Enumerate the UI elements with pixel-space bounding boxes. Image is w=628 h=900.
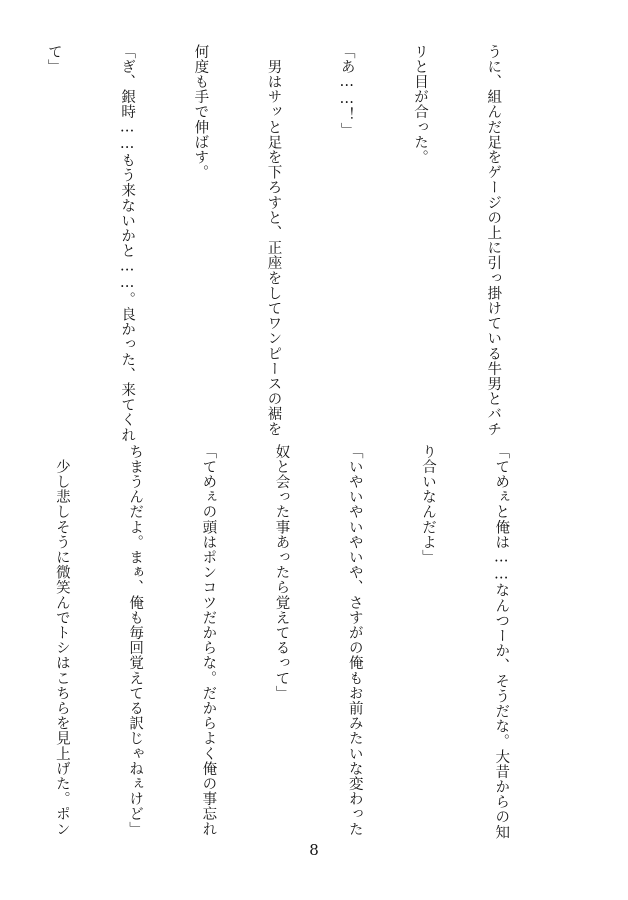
text-line: 少し悲しそうに微笑んでトシはこちらを見上げた。ポン xyxy=(53,444,70,837)
text-line: り合いなんだよ」 xyxy=(419,444,436,565)
text-line: リと目が合った。 xyxy=(411,44,428,165)
text-line: 「ぎ、銀時……もう来ないかと……。良かった、来てくれ xyxy=(119,44,136,443)
text-line: 「てめぇと俺は……なんつーか、そうだな。大昔からの知 xyxy=(493,444,510,840)
lower-text-block xyxy=(0,444,562,840)
text-line: 奴と会った事あったら覚えてるって」 xyxy=(273,444,290,701)
text-line: ちまうんだよ。まぁ、俺も毎回覚えてる訳じゃねぇけど」 xyxy=(127,444,144,837)
text-line: て」 xyxy=(45,44,62,75)
page-number: 8 xyxy=(309,841,319,859)
text-line: 「てめぇの頭はポンコツだからな。だからよく俺の事忘れ xyxy=(200,444,217,837)
text-line: うに、組んだ足をゲージの上に引っ掛けている牛男とバチ xyxy=(485,44,502,437)
text-line xyxy=(0,444,1,789)
text-line: 「いやいやいやいや、さすがの俺もお前みたいな変わった xyxy=(346,444,363,837)
upper-text-block xyxy=(0,44,554,443)
text-line: 男はサッと足を下ろすと、正座をしてワンピースの裾を xyxy=(265,44,282,437)
text-line: 「あ……！」 xyxy=(338,44,355,138)
text-line: 何度も手で伸ばす。 xyxy=(192,44,209,180)
